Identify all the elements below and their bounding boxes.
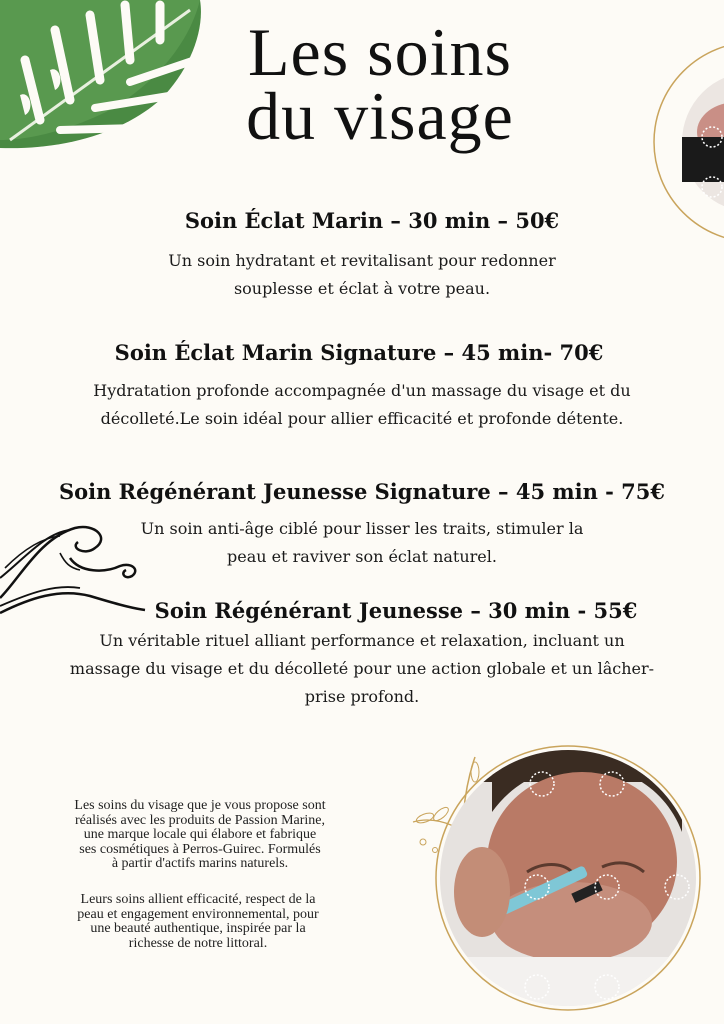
title-line-2: du visage [246,78,514,154]
service-2-description [0,377,724,433]
intro-line-1: Les soins du visage que je vous propose sont [74,798,326,813]
monstera-leaf-icon [0,0,210,150]
service-1-desc-line-1: Un soin hydratant et revitalisant pour redonner [168,251,556,270]
page-title [200,14,560,154]
service-3-desc-line-1: Un soin anti-âge ciblé pour lisser les traits, stimuler la [140,519,584,538]
intro-paragraph [30,799,370,872]
service-1-description [0,247,724,303]
values-line-3: une beauté authentique, inspirée par la [90,921,306,936]
service-4-desc-line-1: Un véritable rituel alliant performance et relaxation, incluant un [99,631,625,650]
service-4-description [0,627,724,711]
intro-line-4: ses cosmétiques à Perros-Guirec. Formulés [79,841,321,857]
service-1-title: Soin Éclat Marin – 30 min – 50€ [184,208,560,233]
service-1-desc-line-2: souplesse et éclat à votre peau. [233,279,491,298]
values-line-4: richesse de notre littoral. [128,935,268,951]
service-4-desc-line-3: prise profond. [304,687,420,706]
service-2-title: Soin Éclat Marin Signature – 45 min- 70€ [114,340,604,365]
service-4-desc-line-2: massage du visage et du décolleté pour une action globale et un lâcher- [69,659,655,678]
values-line-1: Leurs soins allient efficacité, respect de la [80,892,316,907]
intro-line-3: une marque locale qui élabore et fabrique [83,827,317,842]
service-3-title: Soin Régénérant Jeunesse Signature – 45 min - 75€ [58,479,666,504]
service-3-desc-line-2: peau et raviver son éclat naturel. [227,547,497,566]
values-paragraph [28,893,368,951]
service-4-title: Soin Régénérant Jeunesse – 30 min - 55€ [154,598,638,623]
values-line-2: peau et engagement environnemental, pour [77,906,319,922]
facial-treatment-photo [432,742,702,1012]
service-2-desc-line-2: décolleté.Le soin idéal pour allier efficacité et profonde détente. [100,409,624,428]
service-2-desc-line-1: Hydratation profonde accompagnée d'un massage du visage et du [93,381,631,400]
intro-line-5: à partir d'actifs marins naturels. [111,856,289,871]
intro-line-2: réalisés avec les produits de Passion Marine, [75,812,325,828]
title-line-1: Les soins [248,14,512,90]
